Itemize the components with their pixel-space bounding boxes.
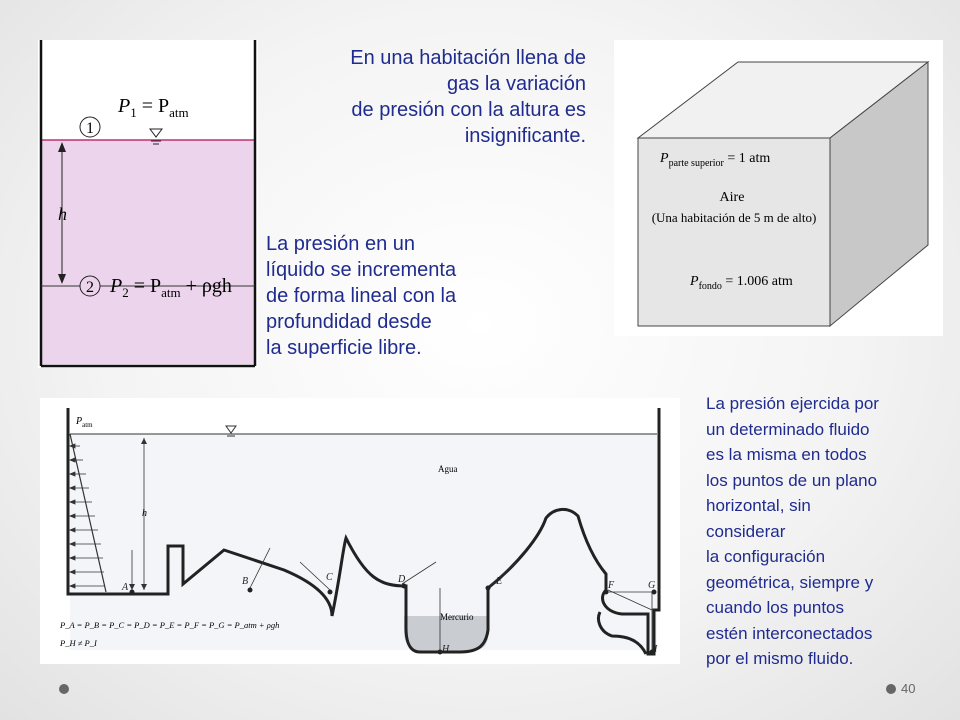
liquid-caption-line-3: de forma lineal con la xyxy=(266,285,457,307)
gas-caption xyxy=(270,45,586,149)
fluid-caption-line-1: La presión ejercida por xyxy=(706,394,879,413)
point-B-label: B xyxy=(242,576,249,587)
pressure-equation-2: P_H ≠ P_I xyxy=(60,638,97,648)
fluid-caption-line-7: la configuración xyxy=(706,547,826,566)
fluid-caption-line-4: los puntos de un plano xyxy=(706,470,878,490)
p1-equation: $P_1 = P_{atm}$ xyxy=(118,95,189,120)
fluid-caption-line-9: cuando los puntos xyxy=(706,598,844,617)
liquid-caption-line-1: La presión en un xyxy=(266,233,416,255)
point-F-label: F xyxy=(608,580,615,591)
fluid-caption-line-11: por el mismo fluido. xyxy=(706,649,854,668)
tank-diagram xyxy=(38,40,258,368)
point-I-label: I xyxy=(654,644,658,655)
footer-left-dot xyxy=(59,684,69,694)
liquid-caption-line-2: líquido se incrementa xyxy=(266,259,457,281)
mercury-label: Mercurio xyxy=(440,612,474,622)
gas-caption-line-4: insignificante. xyxy=(464,125,586,147)
point-E-label: E xyxy=(496,576,503,587)
point-C-label: C xyxy=(326,572,333,583)
top-pressure-label: $P_{parte superior} = 1$ atm xyxy=(660,151,771,169)
free-surface-icon xyxy=(226,426,236,433)
point-H-label: H xyxy=(442,644,450,655)
room-front-face xyxy=(638,138,830,326)
air-label: Aire xyxy=(719,190,745,205)
gas-caption-line-3: de presión con la altura es xyxy=(351,99,586,121)
free-surface-icon xyxy=(150,129,162,137)
vessel-figure xyxy=(40,398,680,664)
h-label: h xyxy=(58,204,67,224)
slide-number: 40 xyxy=(901,681,916,696)
vessel-diagram xyxy=(40,398,680,664)
fluid-caption-line-8: geométrica, siempre y xyxy=(706,572,874,592)
water-region xyxy=(70,434,657,650)
h-label: h xyxy=(142,508,147,519)
gas-caption-line-1: En una habitación llena de xyxy=(350,47,586,69)
footer-right-dot xyxy=(886,684,896,694)
liquid-region xyxy=(41,140,255,364)
fluid-caption-line-6: considerar xyxy=(706,521,786,541)
point-D-label: D xyxy=(398,574,406,585)
point-G-label: G xyxy=(648,580,656,591)
liquid-caption xyxy=(266,231,526,361)
pressure-equation-1: P_A = P_B = P_C = P_D = P_E = P_F = P_G = P_atm + ρgh xyxy=(60,620,280,630)
fluid-caption xyxy=(706,391,946,672)
gas-caption-line-2: gas la variación xyxy=(447,73,586,95)
room-height-label: (Una habitación de 5 m de alto) xyxy=(651,210,817,225)
fluid-caption-line-3: es la misma en todos xyxy=(706,445,867,464)
fluid-caption-line-2: un determinado fluido xyxy=(706,419,870,439)
room-figure xyxy=(614,40,943,336)
point-1-label: 1 xyxy=(86,120,94,137)
fluid-caption-line-10: estén interconectados xyxy=(706,623,873,643)
tank-figure xyxy=(38,40,258,368)
patm-label: $P_{atm}$ xyxy=(76,416,93,429)
room-diagram xyxy=(614,40,943,336)
p2-equation: $P_2 = P_{atm} + \rho gh$ xyxy=(110,275,232,300)
point-2-label: 2 xyxy=(86,279,94,296)
point-A-label: A xyxy=(122,582,129,593)
water-label: Agua xyxy=(438,464,458,474)
bottom-pressure-label: $P_{fondo} = 1.006$ atm xyxy=(690,274,793,292)
fluid-caption-line-5: horizontal, sin xyxy=(706,496,811,515)
liquid-caption-line-5: la superficie libre. xyxy=(266,337,422,359)
liquid-caption-line-4: profundidad desde xyxy=(266,311,432,333)
